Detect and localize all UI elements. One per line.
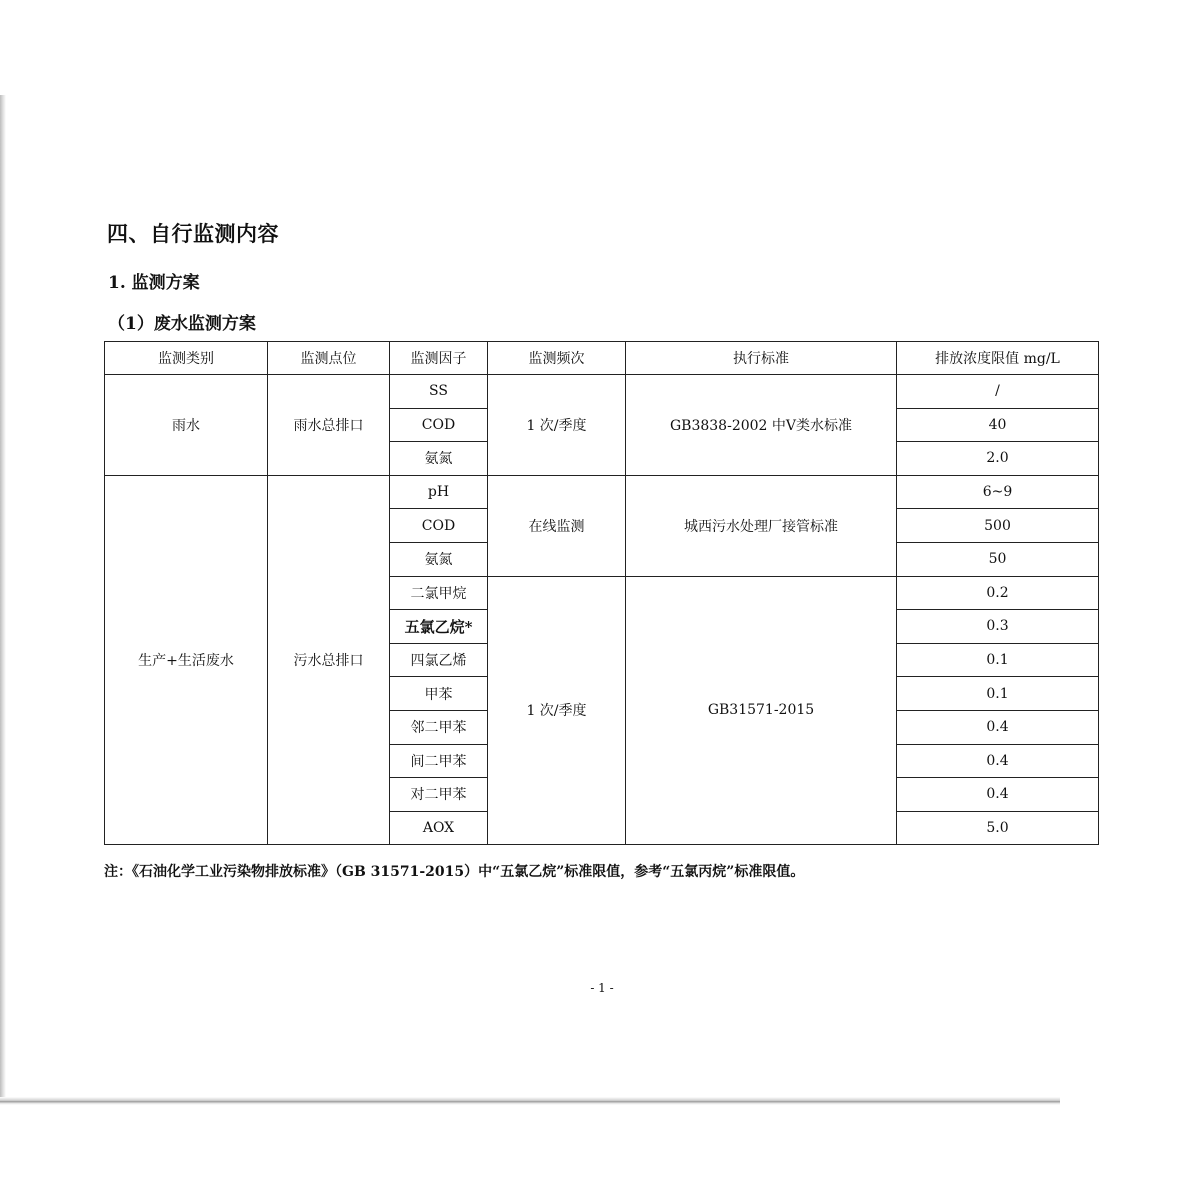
factor-cell: 甲苯: [390, 677, 488, 711]
scan-edge-bottom: [0, 1097, 1060, 1105]
limit-cell: /: [897, 375, 1099, 409]
category-cell: 雨水: [105, 375, 268, 476]
factor-cell: 间二甲苯: [390, 744, 488, 778]
frequency-cell: 在线监测: [488, 475, 626, 576]
limit-cell: 50: [897, 542, 1099, 576]
header-point: 监测点位: [268, 342, 390, 375]
subsubsection-title: （1）废水监测方案: [108, 314, 256, 334]
limit-cell: 500: [897, 509, 1099, 543]
page-number: - 1 -: [590, 981, 614, 995]
table-row: [105, 375, 1099, 409]
wastewater-monitoring-table: [104, 341, 1099, 845]
limit-cell: 5.0: [897, 811, 1099, 845]
frequency-cell: 1 次/季度: [488, 576, 626, 845]
limit-cell: 0.1: [897, 643, 1099, 677]
factor-cell: 邻二甲苯: [390, 710, 488, 744]
factor-cell: 二氯甲烷: [390, 576, 488, 610]
standard-cell: 城西污水处理厂接管标准: [626, 475, 897, 576]
limit-cell: 0.3: [897, 610, 1099, 644]
header-category: 监测类别: [105, 342, 268, 375]
factor-cell: 对二甲苯: [390, 778, 488, 812]
limit-cell: 0.4: [897, 778, 1099, 812]
limit-cell: 0.4: [897, 744, 1099, 778]
point-cell: 雨水总排口: [268, 375, 390, 476]
table-row: [105, 475, 1099, 509]
table-header-row: [105, 342, 1099, 375]
limit-cell: 2.0: [897, 442, 1099, 476]
factor-cell: pH: [390, 475, 488, 509]
table-footnote: 注：《石油化学工业污染物排放标准》（GB 31571-2015）中“五氯乙烷”标准限值，参考“五氯丙烷”标准限值。: [104, 864, 805, 880]
frequency-cell: 1 次/季度: [488, 375, 626, 476]
section-title: 四、自行监测内容: [107, 221, 279, 246]
scan-edge-left: [0, 95, 6, 1100]
standard-cell: GB3838-2002 中Ⅴ类水标准: [626, 375, 897, 476]
factor-cell: COD: [390, 509, 488, 543]
limit-cell: 0.2: [897, 576, 1099, 610]
category-cell: 生产+生活废水: [105, 475, 268, 845]
factor-cell: COD: [390, 408, 488, 442]
header-factor: 监测因子: [390, 342, 488, 375]
header-frequency: 监测频次: [488, 342, 626, 375]
point-cell: 污水总排口: [268, 475, 390, 845]
factor-cell: AOX: [390, 811, 488, 845]
standard-cell: GB31571-2015: [626, 576, 897, 845]
subsection-title: 1. 监测方案: [108, 273, 200, 293]
limit-cell: 0.4: [897, 710, 1099, 744]
factor-cell: 氨氮: [390, 542, 488, 576]
factor-cell: SS: [390, 375, 488, 409]
limit-cell: 0.1: [897, 677, 1099, 711]
limit-cell: 40: [897, 408, 1099, 442]
factor-cell-footnoted: 五氯乙烷*: [390, 610, 488, 644]
header-standard: 执行标准: [626, 342, 897, 375]
factor-cell: 四氯乙烯: [390, 643, 488, 677]
limit-cell: 6~9: [897, 475, 1099, 509]
factor-cell: 氨氮: [390, 442, 488, 476]
header-limit: 排放浓度限值 mg/L: [897, 342, 1099, 375]
